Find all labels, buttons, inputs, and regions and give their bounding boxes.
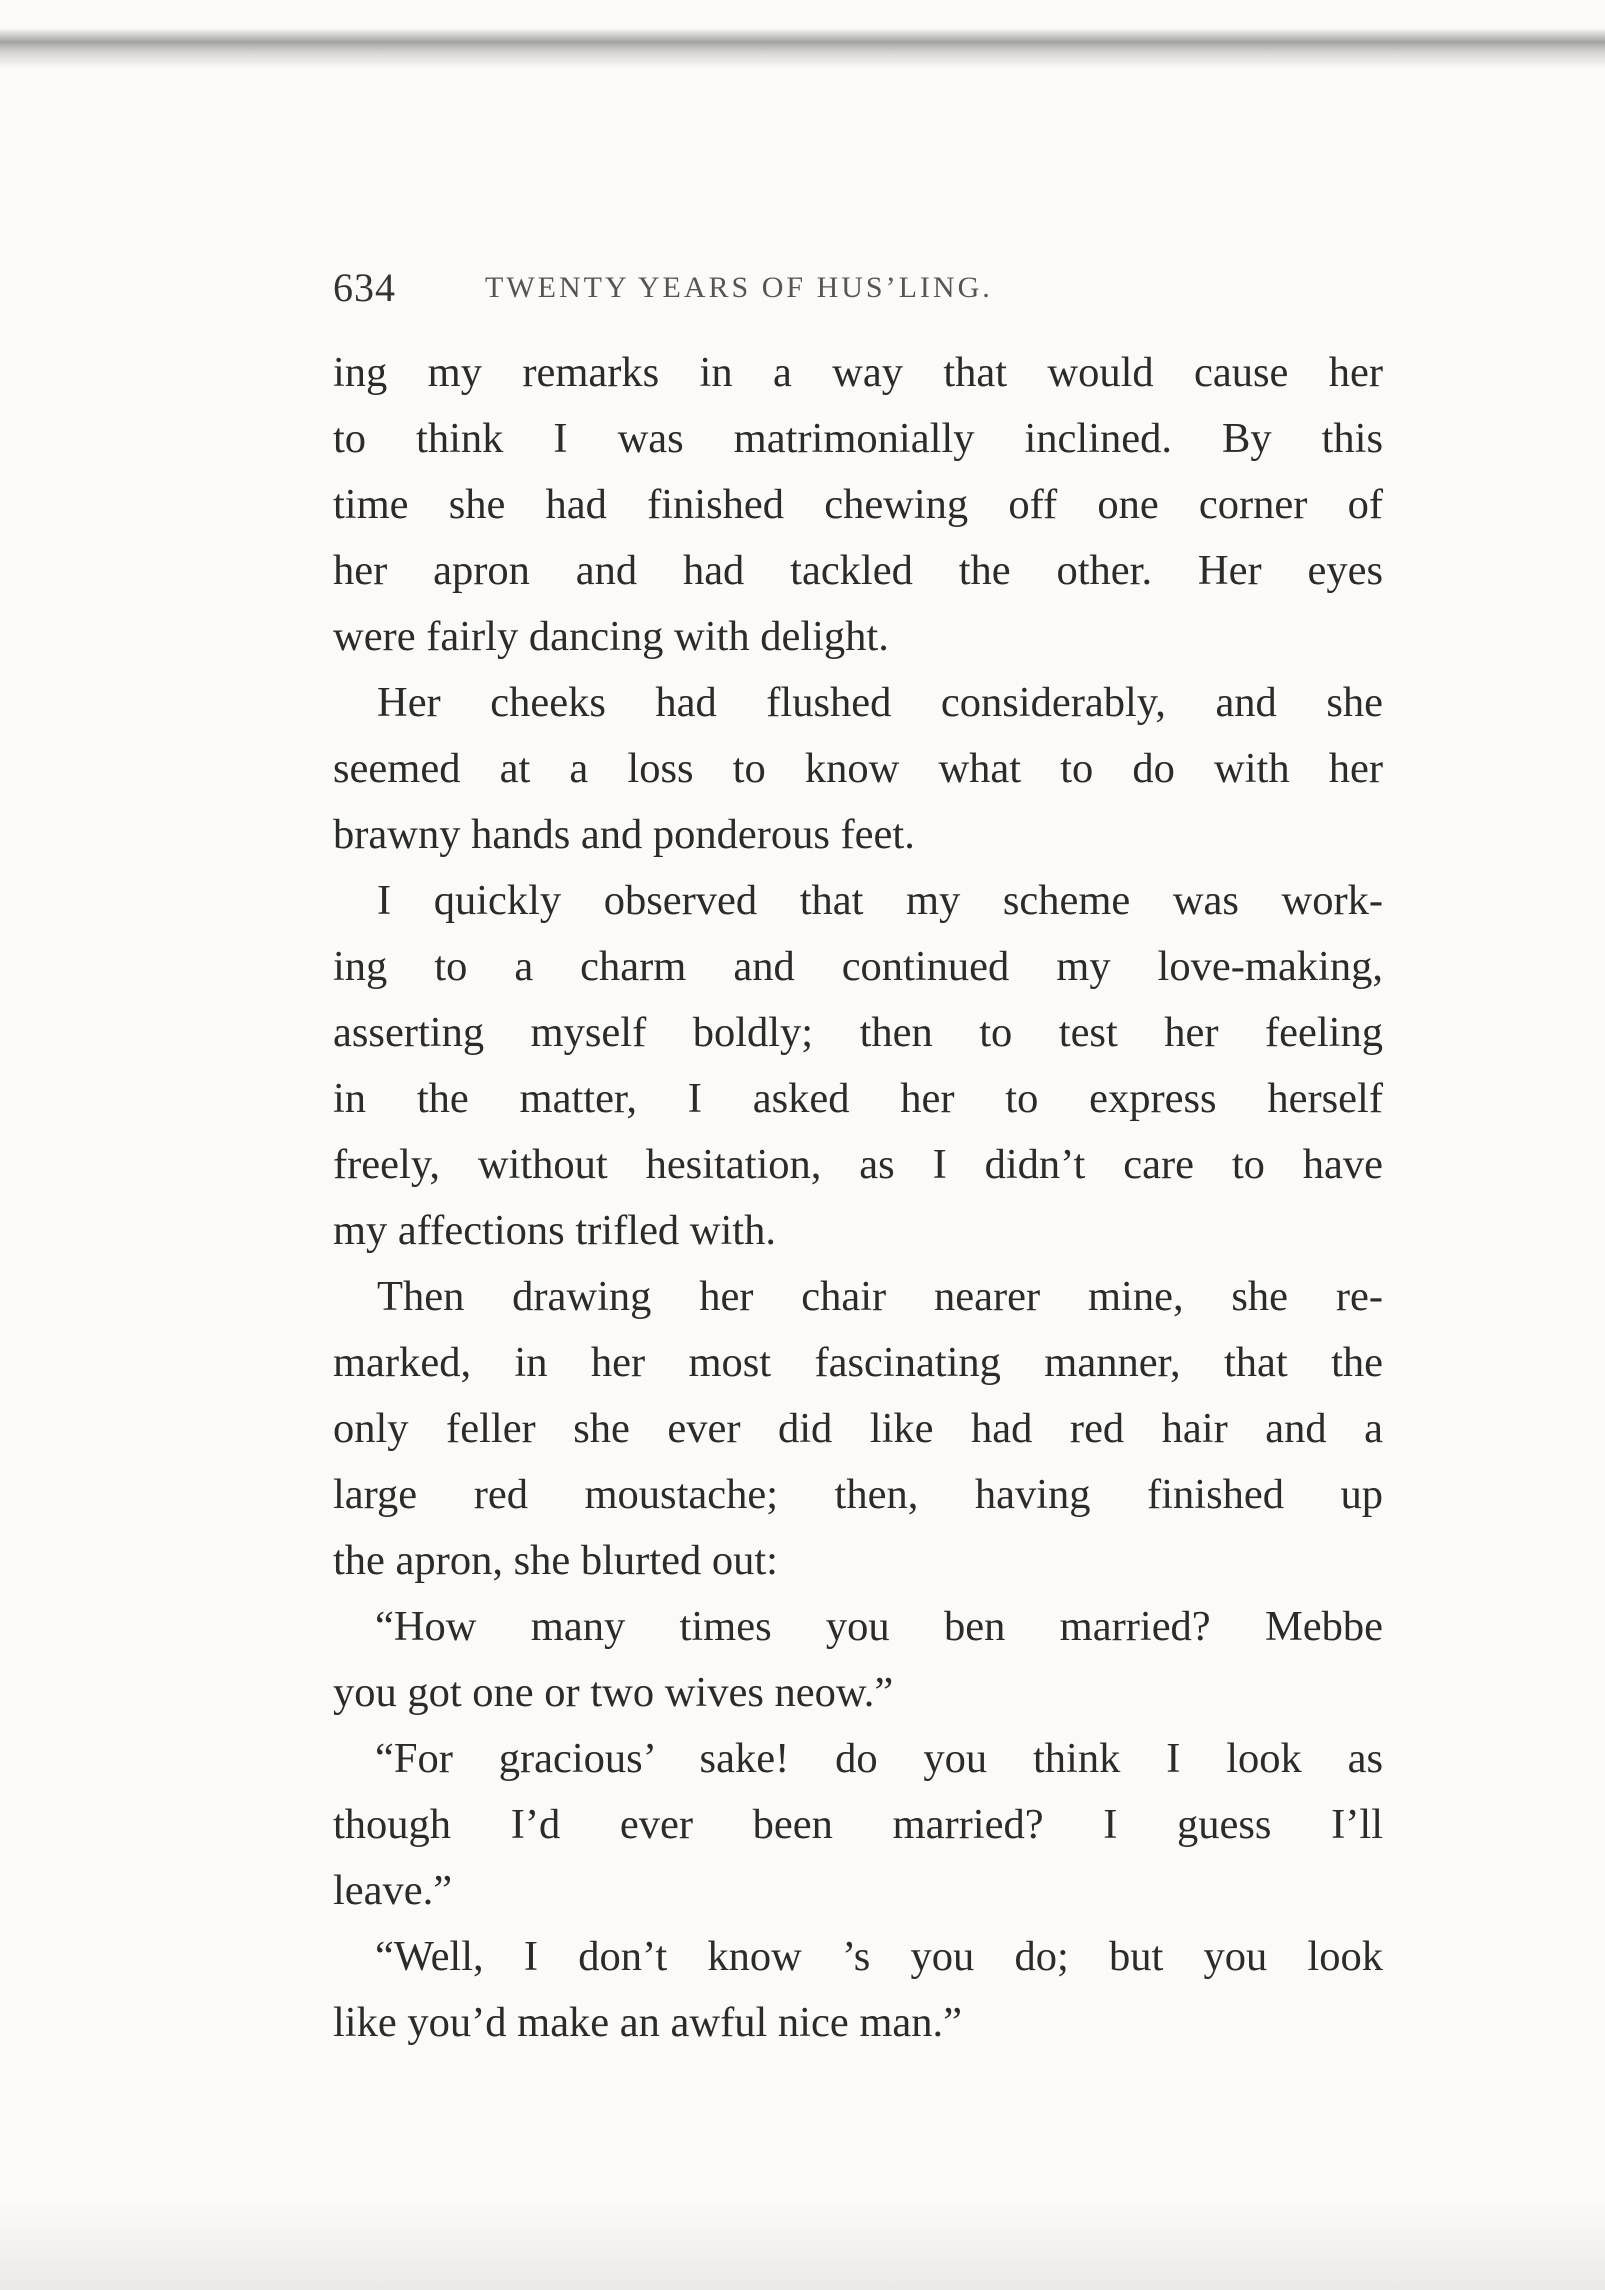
paragraph-first-line: “For gracious’ sake! do you think I look as [375, 1735, 1383, 1782]
paragraph-first-line: Her cheeks had flushed considerably, and she [377, 679, 1383, 726]
page-number: 634 [333, 265, 396, 310]
text-line: my affections trifled with. [333, 1207, 776, 1254]
text-line: were fairly dancing with delight. [333, 613, 889, 660]
text-line: freely, without hesitation, as I didn’t care to have [333, 1141, 1383, 1188]
text-line: the apron, she blurted out: [333, 1537, 778, 1584]
scanned-page-edge [0, 28, 1605, 68]
scan-noise [0, 2200, 1605, 2290]
text-line: time she had finished chewing off one corner of [333, 481, 1383, 528]
text-line: seemed at a loss to know what to do with her [333, 745, 1383, 792]
text-line: like you’d make an awful nice man.” [333, 1999, 962, 2046]
text-line: marked, in her most fascinating manner, that the [333, 1339, 1383, 1386]
text-line: ing to a charm and continued my love-making, [333, 943, 1383, 990]
paragraph-first-line: “Well, I don’t know ’s you do; but you look [375, 1933, 1383, 1980]
paragraph-first-line: I quickly observed that my scheme was work- [377, 877, 1383, 924]
running-head: TWENTY YEARS OF HUS’LING. [485, 271, 993, 304]
text-line: though I’d ever been married? I guess I’ll [333, 1801, 1383, 1848]
page-header [333, 258, 1383, 318]
paragraph-first-line: “How many times you ben married? Mebbe [375, 1603, 1383, 1650]
text-line: large red moustache; then, having finished up [333, 1471, 1383, 1518]
text-line: her apron and had tackled the other. Her eyes [333, 547, 1383, 594]
text-line: only feller she ever did like had red hair and a [333, 1405, 1383, 1452]
text-line: leave.” [333, 1867, 453, 1914]
text-line: brawny hands and ponderous feet. [333, 811, 915, 858]
text-line: in the matter, I asked her to express herself [333, 1075, 1383, 1122]
text-line: ing my remarks in a way that would cause her [333, 349, 1383, 396]
text-line: to think I was matrimonially inclined. By this [333, 415, 1383, 462]
text-line: asserting myself boldly; then to test her feeling [333, 1009, 1383, 1056]
text-line: you got one or two wives neow.” [333, 1669, 894, 1716]
body-text [333, 340, 1383, 2056]
paragraph-first-line: Then drawing her chair nearer mine, she re- [377, 1273, 1383, 1320]
